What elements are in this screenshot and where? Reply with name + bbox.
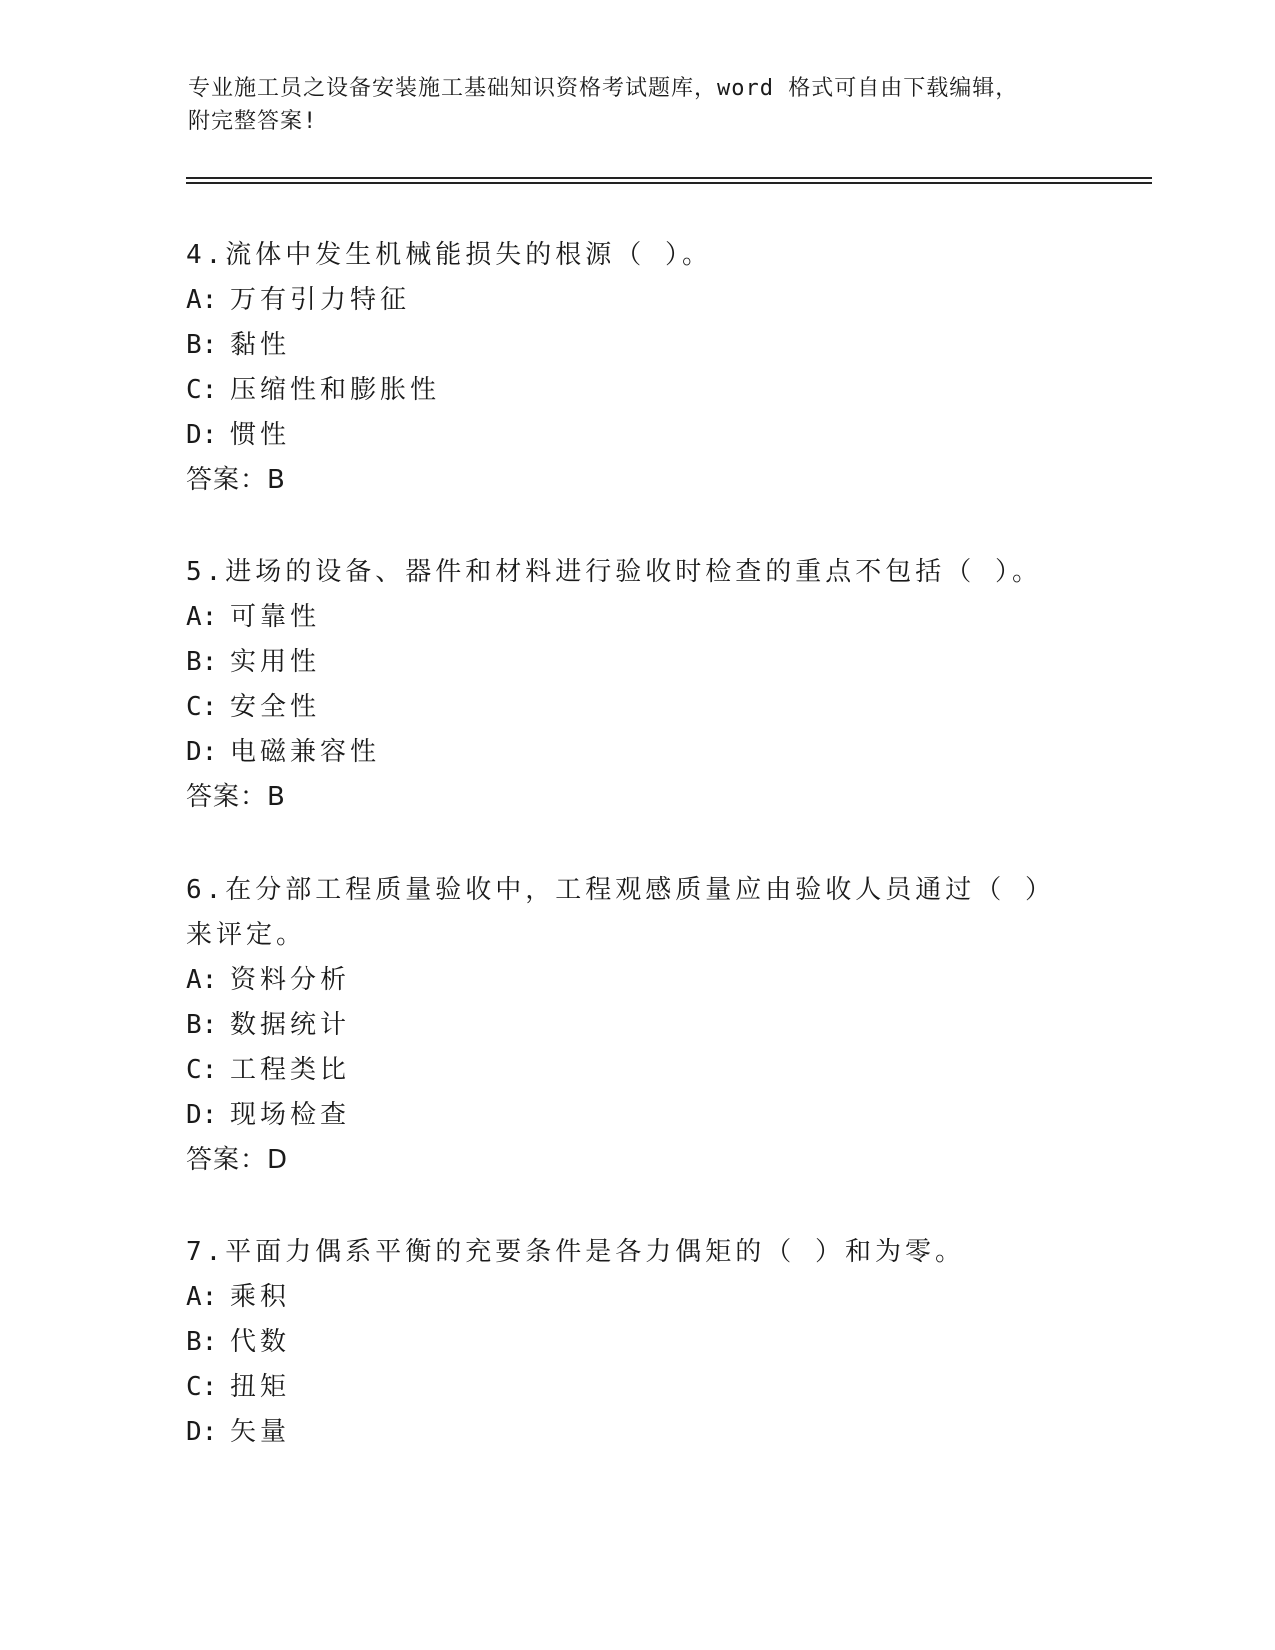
option-c <box>186 368 1086 413</box>
option-text: 压缩性和膨胀性 <box>230 375 441 405</box>
option-key: D: <box>186 1100 218 1130</box>
option-d <box>186 413 1086 458</box>
option-text: 数据统计 <box>230 1010 351 1040</box>
question-stem: 7.平面力偶系平衡的充要条件是各力偶矩的（ ）和为零。 <box>186 1237 965 1267</box>
option-key: D: <box>186 1417 218 1447</box>
option-a <box>186 958 1086 1003</box>
option-key: A: <box>186 1282 218 1312</box>
option-b <box>186 1003 1086 1048</box>
option-key: B: <box>186 330 218 360</box>
answer-line: 答案：B <box>186 465 286 495</box>
option-text: 矢量 <box>230 1417 291 1447</box>
option-a <box>186 1275 1086 1320</box>
option-text: 资料分析 <box>230 965 351 995</box>
option-d <box>186 730 1086 775</box>
option-text: 安全性 <box>230 692 321 722</box>
option-text: 可靠性 <box>230 602 321 632</box>
question-block <box>186 868 1086 1183</box>
question-block <box>186 233 1086 503</box>
option-key: A: <box>186 602 218 632</box>
option-text: 万有引力特征 <box>230 285 411 315</box>
question-stem: 6.在分部工程质量验收中，工程观感质量应由验收人员通过（ ）来评定。 <box>186 875 1055 950</box>
header-divider-bottom <box>186 182 1152 184</box>
option-key: C: <box>186 692 218 722</box>
option-a <box>186 595 1086 640</box>
option-key: B: <box>186 647 218 677</box>
option-text: 实用性 <box>230 647 321 677</box>
option-key: B: <box>186 1010 218 1040</box>
option-b <box>186 1320 1086 1365</box>
question-stem: 5.进场的设备、器件和材料进行验收时检查的重点不包括（ ）。 <box>186 557 1042 587</box>
answer-line: 答案：B <box>186 782 286 812</box>
header-divider-top <box>186 177 1152 179</box>
option-key: A: <box>186 285 218 315</box>
option-text: 惯性 <box>230 420 291 450</box>
option-key: B: <box>186 1327 218 1357</box>
header-intro-line-2: 附完整答案! <box>188 109 318 134</box>
option-c <box>186 1048 1086 1093</box>
option-key: C: <box>186 1372 218 1402</box>
option-a <box>186 278 1086 323</box>
option-text: 现场检查 <box>230 1100 351 1130</box>
option-text: 电磁兼容性 <box>230 737 381 767</box>
option-c <box>186 1365 1086 1410</box>
option-key: A: <box>186 965 218 995</box>
answer-line: 答案：D <box>186 1145 289 1175</box>
option-d <box>186 1410 1086 1455</box>
option-text: 黏性 <box>230 330 291 360</box>
option-text: 乘积 <box>230 1282 291 1312</box>
option-b <box>186 323 1086 368</box>
option-key: C: <box>186 1055 218 1085</box>
option-text: 代数 <box>230 1327 291 1357</box>
option-d <box>186 1093 1086 1138</box>
question-block <box>186 550 1086 820</box>
question-stem: 4.流体中发生机械能损失的根源（ ）。 <box>186 240 712 270</box>
document-header <box>188 72 1068 138</box>
question-block <box>186 1230 1086 1455</box>
option-key: C: <box>186 375 218 405</box>
header-intro-line-1: 专业施工员之设备安装施工基础知识资格考试题库，word 格式可自由下载编辑， <box>188 76 1019 101</box>
option-key: D: <box>186 737 218 767</box>
option-key: D: <box>186 420 218 450</box>
option-text: 扭矩 <box>230 1372 291 1402</box>
option-b <box>186 640 1086 685</box>
option-c <box>186 685 1086 730</box>
option-text: 工程类比 <box>230 1055 351 1085</box>
